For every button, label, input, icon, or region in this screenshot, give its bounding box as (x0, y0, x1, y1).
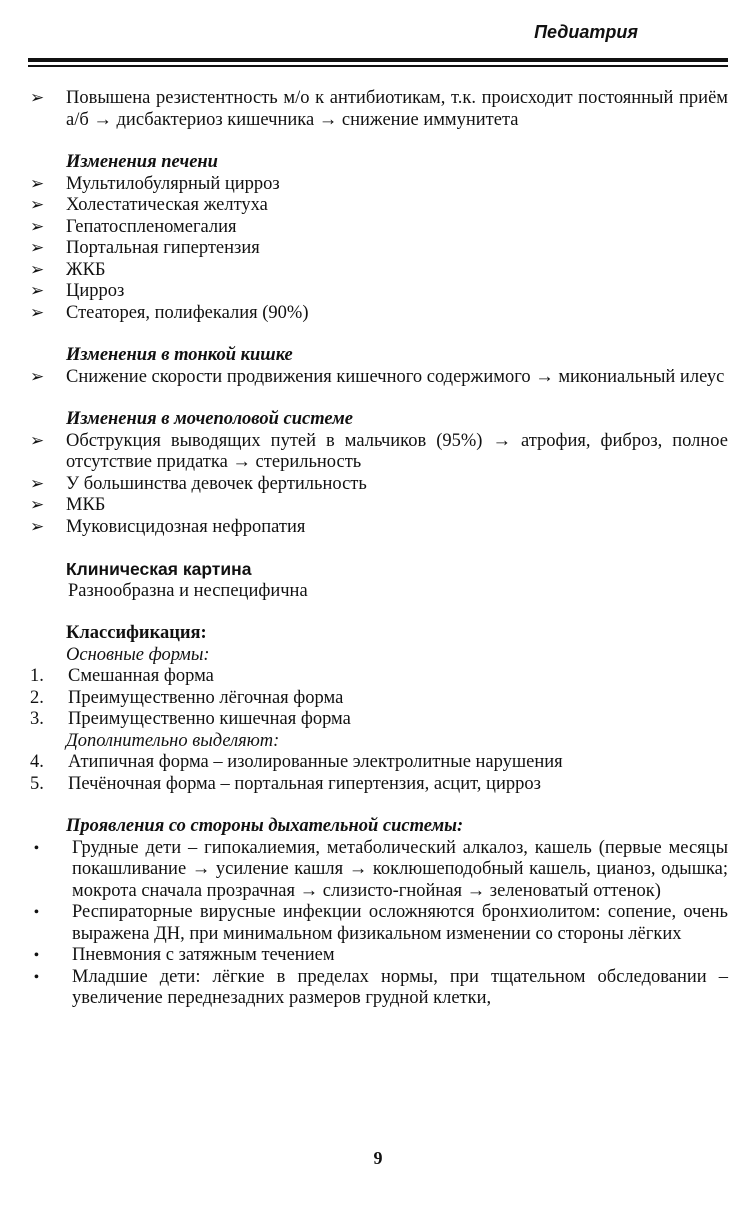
arrowhead-bullet-icon: ➢ (30, 195, 45, 215)
list-item: • Пневмония с затяжным течением (28, 945, 728, 967)
list-item: ➢ Холестатическая желтуха (30, 195, 268, 215)
section-heading-respiratory: Проявления со стороны дыхательной системы: (66, 816, 464, 836)
dot-bullet-icon: • (34, 905, 39, 920)
dot-bullet-icon: • (34, 969, 39, 985)
list-item: ➢ Муковисцидозная нефропатия (30, 516, 306, 537)
header-rule-thick (28, 58, 728, 62)
arrowhead-bullet-icon: ➢ (30, 259, 45, 280)
arrowhead-bullet-icon: ➢ (30, 281, 45, 301)
arrowhead-bullet-icon: ➢ (30, 302, 45, 323)
list-item: ➢ Повышена резистентность м/о к антибиотикам, т.к. происходит постоянный приём а/б → дисбактериоз кишечника → снижение иммунитета (30, 88, 728, 130)
arrowhead-bullet-icon: ➢ (30, 88, 45, 108)
list-item: • Младшие дети: лёгкие в пределах нормы, при тщательном обследовании – увеличение переднезадних размеров грудной клетки, (28, 967, 728, 1010)
list-item: ➢ Снижение скорости продвижения кишечного содержимого → микониальный илеус (30, 366, 725, 387)
section-heading-intestine: Изменения в тонкой кишке (66, 345, 293, 365)
page-number: 9 (373, 1148, 383, 1168)
arrowhead-bullet-icon: ➢ (30, 216, 45, 237)
list-item: • Респираторные вирусные инфекции осложняются бронхиолитом: сопение, очень выражена ДН, при минимальном физикальном изменении со стороны лёгких (28, 902, 728, 945)
arrowhead-bullet-icon: ➢ (30, 473, 45, 494)
page-content (28, 88, 728, 1010)
arrowhead-bullet-icon: ➢ (30, 430, 45, 451)
list-item: ➢ МКБ (30, 495, 106, 515)
page-header-title: Педиатрия (534, 22, 638, 42)
numbered-item: 2. Преимущественно лёгочная форма (30, 687, 344, 708)
list-item: ➢ Стеаторея, полифекалия (90%) (30, 302, 309, 323)
arrowhead-bullet-icon: ➢ (30, 238, 45, 258)
subheading-extra-forms: Дополнительно выделяют: (66, 730, 280, 751)
section-heading-urogenital: Изменения в мочеполовой системе (66, 409, 353, 429)
arrowhead-bullet-icon: ➢ (30, 495, 45, 515)
numbered-item: 5. Печёночная форма – портальная гипертензия, асцит, цирроз (30, 773, 541, 794)
header-rule-thin (28, 65, 728, 67)
list-item: ➢ Гепатоспленомегалия (30, 216, 237, 237)
section-heading-clinical: Клиническая картина (66, 559, 252, 579)
section-heading-classification: Классификация: (66, 623, 207, 643)
numbered-item: 4. Атипичная форма – изолированные электролитные нарушения (30, 752, 563, 772)
dot-bullet-icon: • (34, 948, 39, 963)
list-item: ➢ ЖКБ (30, 259, 106, 280)
numbered-item: 1. Смешанная форма (30, 666, 214, 686)
list-item: ➢ Обструкция выводящих путей в мальчиков (95%) → атрофия, фиброз, полное отсутствие придатка → стерильность (30, 430, 728, 472)
arrowhead-bullet-icon: ➢ (30, 366, 45, 387)
list-item: ➢ Портальная гипертензия (30, 238, 260, 258)
arrowhead-bullet-icon: ➢ (30, 173, 45, 194)
subheading-main-forms: Основные формы: (66, 644, 210, 665)
dot-bullet-icon: • (34, 840, 39, 856)
clinical-text: Разнообразна и неспецифична (68, 580, 308, 601)
list-item: ➢ Мультилобулярный цирроз (30, 173, 280, 194)
list-item: ➢ Цирроз (30, 281, 125, 301)
list-item: ➢ У большинства девочек фертильность (30, 473, 367, 494)
numbered-item: 3. Преимущественно кишечная форма (30, 709, 351, 729)
section-heading-liver: Изменения печени (66, 152, 218, 172)
arrowhead-bullet-icon: ➢ (30, 516, 45, 537)
list-item: • Грудные дети – гипокалиемия, метаболический алкалоз, кашель (первые месяцы покашливание → усиление кашля → коклюшеподобный кашель, цианоз, одышка; мокрота сначала прозрачная → слизисто-гнойная → зеленоватый оттенок) (28, 838, 728, 903)
